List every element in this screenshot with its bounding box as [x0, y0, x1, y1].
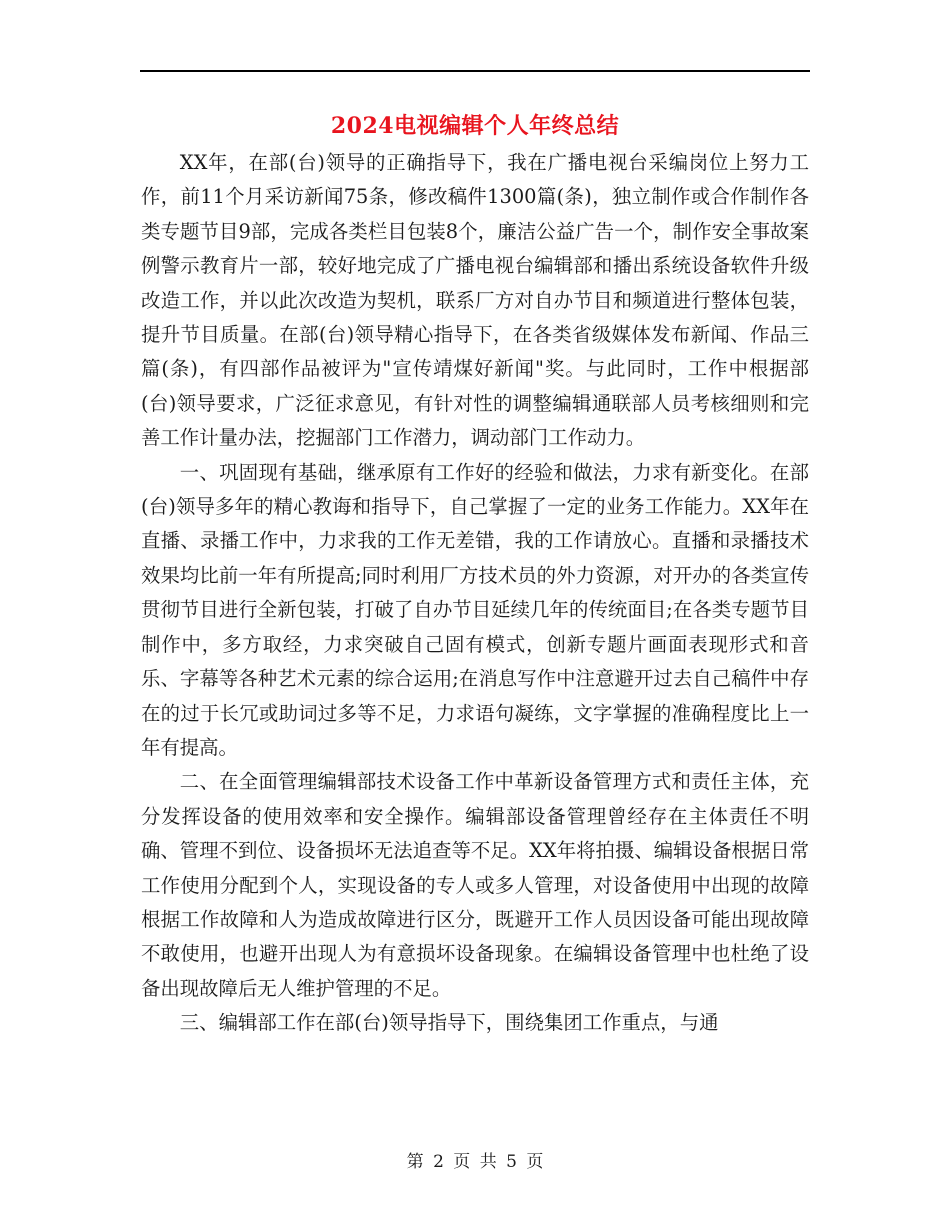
paragraph-section-two: 二、在全面管理编辑部技术设备工作中革新设备管理方式和责任主体，充分发挥设备的使用效率和安全操作。编辑部设备管理曾经存在主体责任不明确、管理不到位、设备损坏无法追查等不足。XX年将拍摄、编辑设备根据日常工作使用分配到个人，实现设备的专人或多人管理，对设备使用中出现的故障根据工作故障和人为造成故障进行区分，既避开工作人员因设备可能出现故障不敢使用，也避开出现人为有意损坏设备现象。在编辑设备管理中也杜绝了设备出现故障后无人维护管理的不足。 — [141, 770, 809, 1000]
document-body — [141, 146, 809, 1041]
header-rule — [140, 70, 810, 72]
paragraph-intro: XX年，在部(台)领导的正确指导下，我在广播电视台采编岗位上努力工作，前11个月采访新闻75条，修改稿件1300篇(条)，独立制作或合作制作各类专题节目9部，完成各类栏目包装8个，廉洁公益广告一个，制作安全事故案例警示教育片一部，较好地完成了广播电视台编辑部和播出系统设备软件升级改造工作，并以此次改造为契机，联系厂方对自办节目和频道进行整体包装，提升节目质量。在部(台)领导精心指导下，在各类省级媒体发布新闻、作品三篇(条)，有四部作品被评为"宣传靖煤好新闻"奖。与此同时，工作中根据部(台)领导要求，广泛征求意见，有针对性的调整编辑通联部人员考核细则和完善工作计量办法，挖掘部门工作潜力，调动部门工作动力。 — [141, 151, 809, 450]
page-number-footer: 第 2 页 共 5 页 — [406, 1152, 544, 1172]
paragraph-section-one: 一、巩固现有基础，继承原有工作好的经验和做法，力求有新变化。在部(台)领导多年的精心教诲和指导下，自己掌握了一定的业务工作能力。XX年在直播、录播工作中，力求我的工作无差错，我的工作请放心。直播和录播技术效果均比前一年有所提高;同时利用厂方技术员的外力资源，对开办的各类宣传贯彻节目进行全新包装，打破了自办节目延续几年的传统面目;在各类专题节目制作中，多方取经，力求突破自己固有模式，创新专题片画面表现形式和音乐、字幕等各种艺术元素的综合运用;在消息写作中注意避开过去自己稿件中存在的过于长冗或助词过多等不足，力求语句凝练，文字掌握的准确程度比上一年有提高。 — [141, 460, 809, 759]
paragraph-section-three: 三、编辑部工作在部(台)领导指导下，围绕集团工作重点，与通 — [179, 1011, 719, 1035]
document-title: 2024电视编辑个人年终总结 — [330, 113, 620, 139]
